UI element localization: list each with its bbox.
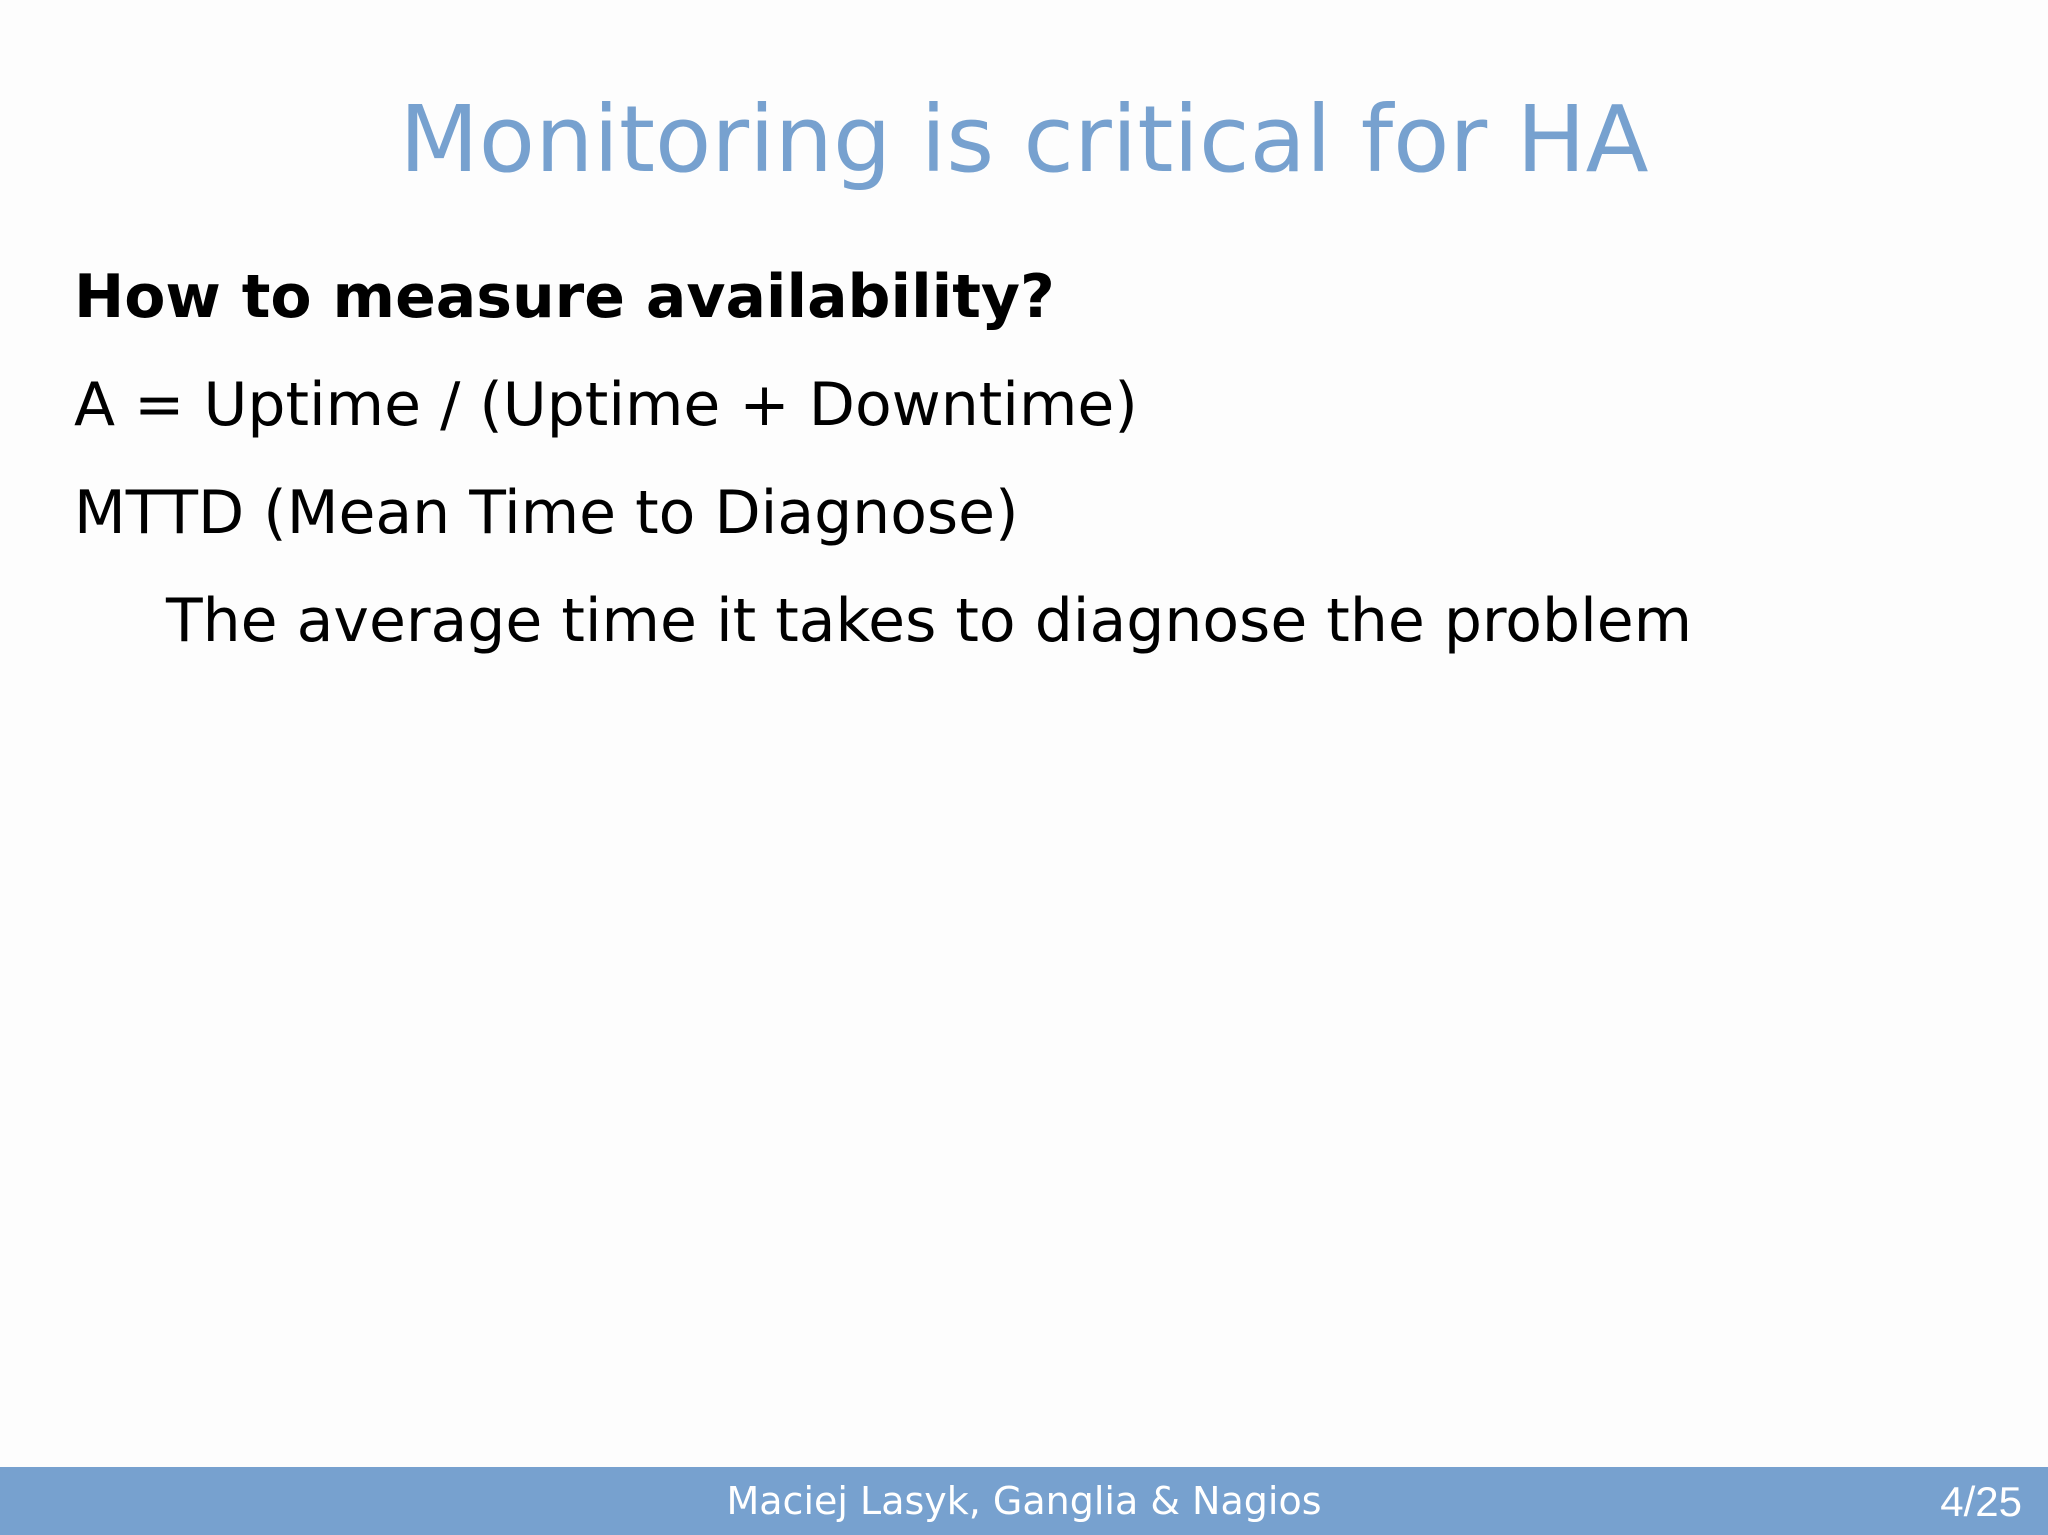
mttd-term: MTTD (Mean Time to Diagnose) (74, 478, 1019, 548)
section-heading: How to measure availability? (74, 262, 1055, 332)
footer-author-title: Maciej Lasyk, Ganglia & Nagios (726, 1479, 1322, 1523)
footer-bar (0, 1467, 2048, 1535)
slide-body (74, 260, 1974, 692)
mttd-definition: The average time it takes to diagnose the problem (166, 586, 1693, 656)
page-number: 4/25 (1940, 1478, 2022, 1525)
availability-formula: A = Uptime / (Uptime + Downtime) (74, 370, 1138, 440)
slide-title: Monitoring is critical for HA (399, 86, 1649, 193)
